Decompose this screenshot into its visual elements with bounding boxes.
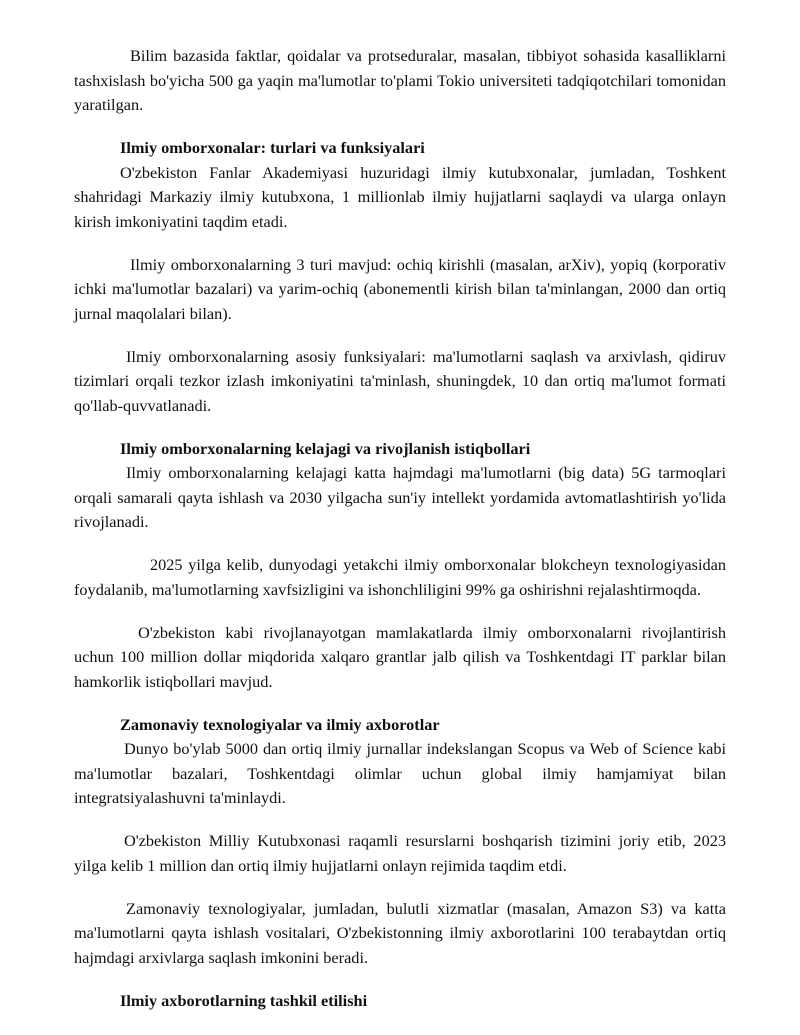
paragraph-future-big-data: Ilmiy omborxonalarning kelajagi katta hajmdagi ma'lumotlarni (big data) 5G tarmoqlari orqali samarali qayta ishlash va 2030 yilgacha sun'iy intellekt yordamida avtomatlashtirish yo'lida rivojlanadi. [74, 463, 726, 531]
heading-modern-technologies: Zamonaviy texnologiyalar va ilmiy axborotlar [120, 714, 440, 734]
paragraph-repository-kinds: Ilmiy omborxonalarning 3 turi mavjud: ochiq kirishli (masalan, arXiv), yopiq (korporativ ichki ma'lumotlar bazalari) va yarim-ochiq (abonementli kirish bilan ta'minlangan, 2000 dan ortiq jurnal maqolalari bilan). [74, 254, 726, 323]
paragraph-national-library: O'zbekiston Milliy Kutubxonasi raqamli resurslarni boshqarish tizimini joriy etib, 2023 yilga kelib 1 million dan ortiq ilmiy hujjatlarni onlayn rejimida taqdim etdi. [74, 831, 726, 875]
paragraph-international-grants: O'zbekiston kabi rivojlanayotgan mamlakatlarda ilmiy omborxonalarni rivojlantirish uchun 100 million dollar miqdorida xalqaro grantlar jalb qilish va Toshkentdagi IT parklar bilan hamkorlik istiqbollari mavjud. [74, 622, 726, 691]
paragraph-knowledge-base: Bilim bazasida faktlar, qoidalar va protseduralar, masalan, tibbiyot sohasida kasalliklarni tashxislash bo'yicha 500 ga yaqin ma'lumotlar to'plami Tokio universiteti tadqiqotchilari tomonidan yaratilgan. [74, 46, 726, 114]
document-page [74, 44, 726, 1013]
heading-future-prospects: Ilmiy omborxonalarning kelajagi va rivojlanish istiqbollari [120, 438, 531, 458]
paragraph-academy-libraries: O'zbekiston Fanlar Akademiyasi huzuridagi ilmiy kutubxonalar, jumladan, Toshkent shahridagi Markaziy ilmiy kutubxona, 1 millionlab ilmiy hujjatlarni saqlaydi va ularga onlayn kirish imkoniyatini taqdim etadi. [74, 162, 726, 231]
paragraph-blockchain-2025: 2025 yilga kelib, dunyodagi yetakchi ilmiy omborxonalar blokcheyn texnologiyasidan foydalanib, ma'lumotlarning xavfsizligini va ishonchliligini 99% ga oshirishni rejalashtirmoqda. [74, 555, 726, 599]
paragraph-repository-functions: Ilmiy omborxonalarning asosiy funksiyalari: ma'lumotlarni saqlash va arxivlash, qidiruv tizimlari orqali tezkor izlash imkoniyatini ta'minlash, shuningdek, 10 dan ortiq ma'lumot formati qo'llab-quvvatlanadi. [74, 346, 726, 415]
heading-information-organization: Ilmiy axborotlarning tashkil etilishi [120, 990, 368, 1010]
paragraph-cloud-services: Zamonaviy texnologiyalar, jumladan, bulutli xizmatlar (masalan, Amazon S3) va katta ma'lumotlarni qayta ishlash vositalari, O'zbekistonning ilmiy axborotlarini 100 terabaytdan ortiq hajmdagi arxivlarga saqlash imkonini beradi. [74, 898, 726, 967]
heading-repository-types: Ilmiy omborxonalar: turlari va funksiyalari [120, 138, 425, 157]
paragraph-scopus-wos: Dunyo bo'ylab 5000 dan ortiq ilmiy jurnallar indekslangan Scopus va Web of Science kabi ma'lumotlar bazalari, Toshkentdagi olimlar uchun global ilmiy hamjamiyat bilan integratsiyalashuvni ta'minlaydi. [74, 739, 726, 807]
